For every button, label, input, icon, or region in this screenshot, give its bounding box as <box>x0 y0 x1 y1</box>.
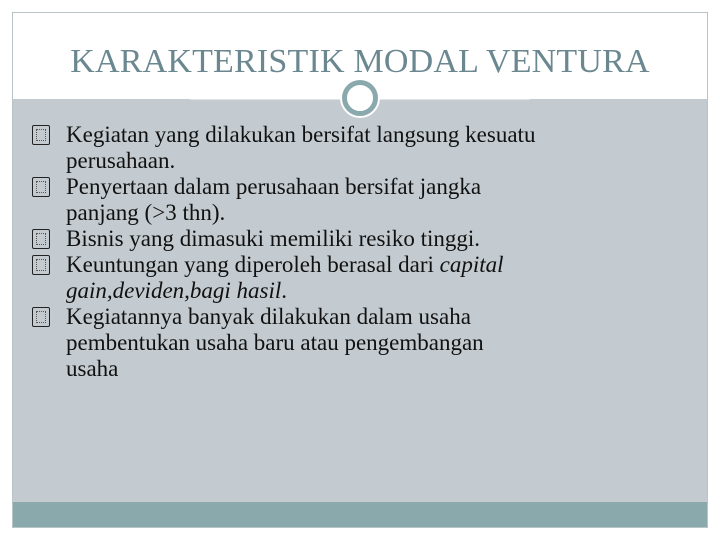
bullet-text-line: Kegiatannya banyak dilakukan dalam usaha <box>66 304 471 329</box>
bullet-text-line: panjang (>3 thn). <box>66 200 226 225</box>
bullet-text-line <box>66 252 690 278</box>
missing-glyph-box-icon <box>32 177 50 197</box>
bullet-text-line: Bisnis yang dimasuki memiliki resiko tinggi. <box>66 226 480 251</box>
bullet-text-line: Penyertaan dalam perusahaan bersifat jangka <box>66 174 482 199</box>
bottom-bar <box>13 502 707 527</box>
bullet-text-line: pembentukan usaha baru atau pengembangan <box>66 330 484 355</box>
bullet-text-italic: gain,deviden,bagi hasil <box>66 278 282 303</box>
missing-glyph-box-icon <box>32 255 50 275</box>
bullet-text-line: usaha <box>66 356 119 381</box>
list-item <box>30 226 690 252</box>
bullet-text-line <box>66 278 690 304</box>
missing-glyph-box-icon <box>32 125 50 145</box>
bullet-list <box>30 122 690 382</box>
bullet-text-segment: Keuntungan yang diperoleh berasal dari <box>66 252 440 277</box>
bullet-text-italic: capital <box>439 252 504 277</box>
list-item <box>30 252 690 304</box>
bullet-text-line: Kegiatan yang dilakukan bersifat langsung kesuatu <box>66 122 536 147</box>
list-item <box>30 304 690 382</box>
list-item <box>30 174 690 226</box>
missing-glyph-box-icon <box>32 307 50 327</box>
bullet-text-segment: . <box>281 278 288 303</box>
slide-title: KARAKTERISTIK MODAL VENTURA <box>70 43 650 80</box>
circle-ornament-icon <box>342 80 378 116</box>
list-item <box>30 122 690 174</box>
missing-glyph-box-icon <box>32 229 50 249</box>
bullet-text-line: perusahaan. <box>66 148 176 173</box>
